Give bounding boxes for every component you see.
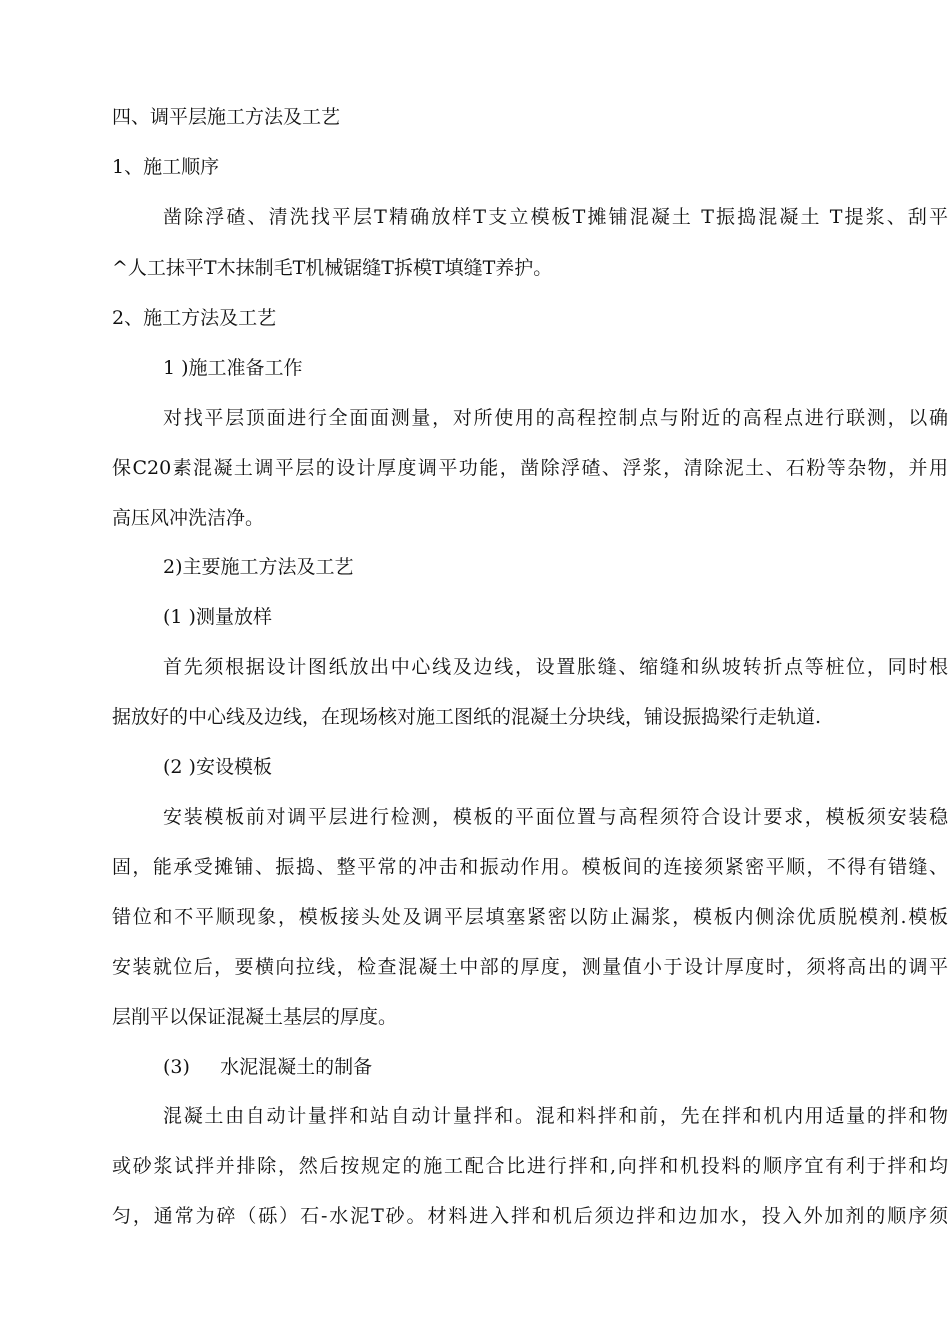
paragraph-line: 或砂浆试拌并排除，然后按规定的施工配合比进行拌和,向拌和机投料的顺序宜有利于拌和均 [112, 1155, 948, 1177]
paragraph-line: 首先须根据设计图纸放出中心线及边线，设置胀缝、缩缝和纵坡转折点等桩位，同时根 [163, 656, 948, 678]
item-heading: 1 )施工准备工作 [163, 357, 303, 379]
paragraph-line: 对找平层顶面进行全面面测量，对所使用的高程控制点与附近的高程点进行联测，以确 [163, 407, 948, 429]
paragraph-line: 安装模板前对调平层进行检测，模板的平面位置与高程须符合设计要求，模板须安装稳 [163, 806, 948, 828]
paragraph-line: 匀，通常为碎（砾）石-水泥T砂。材料进入拌和机后须边拌和边加水，投入外加剂的顺序须 [112, 1205, 948, 1227]
paragraph-line: ^人工抹平T木抹制毛T机械锯缝T拆模T填缝T养护。 [112, 257, 553, 279]
item-heading: (3) 水泥混凝土的制备 [163, 1056, 373, 1078]
item-heading: 2)主要施工方法及工艺 [163, 556, 354, 578]
item-heading: (2 )安设模板 [163, 756, 272, 778]
section-heading: 四、调平层施工方法及工艺 [112, 106, 341, 128]
paragraph-line: 高压风冲洗洁净。 [112, 507, 265, 529]
paragraph-line: 凿除浮碴、清洗找平层T精确放样T支立模板T摊铺混凝土 T振捣混凝土 T提浆、刮平 [163, 206, 948, 228]
paragraph-line: 安装就位后，要横向拉线，检查混凝土中部的厚度，测量值小于设计厚度时，须将高出的调平 [112, 956, 948, 978]
item-heading: (1 )测量放样 [163, 606, 272, 628]
paragraph-line: 层削平以保证混凝土基层的厚度。 [112, 1006, 398, 1028]
subsection-heading: 2、施工方法及工艺 [112, 307, 277, 329]
paragraph-line: 混凝土由自动计量拌和站自动计量拌和。混和料拌和前，先在拌和机内用适量的拌和物 [163, 1105, 948, 1127]
paragraph-line: 固，能承受摊铺、振捣、整平常的冲击和振动作用。模板间的连接须紧密平顺，不得有错缝、 [112, 856, 948, 878]
subsection-heading: 1、施工顺序 [112, 156, 220, 178]
paragraph-line: 据放好的中心线及边线，在现场核对施工图纸的混凝土分块线，铺设振捣梁行走轨道. [112, 706, 822, 728]
paragraph-line: 错位和不平顺现象，模板接头处及调平层填塞紧密以防止漏浆，模板内侧涂优质脱模剂.模板 [112, 906, 948, 928]
paragraph-line: 保C20素混凝土调平层的设计厚度调平功能，凿除浮碴、浮浆，清除泥土、石粉等杂物，并用 [112, 457, 948, 479]
